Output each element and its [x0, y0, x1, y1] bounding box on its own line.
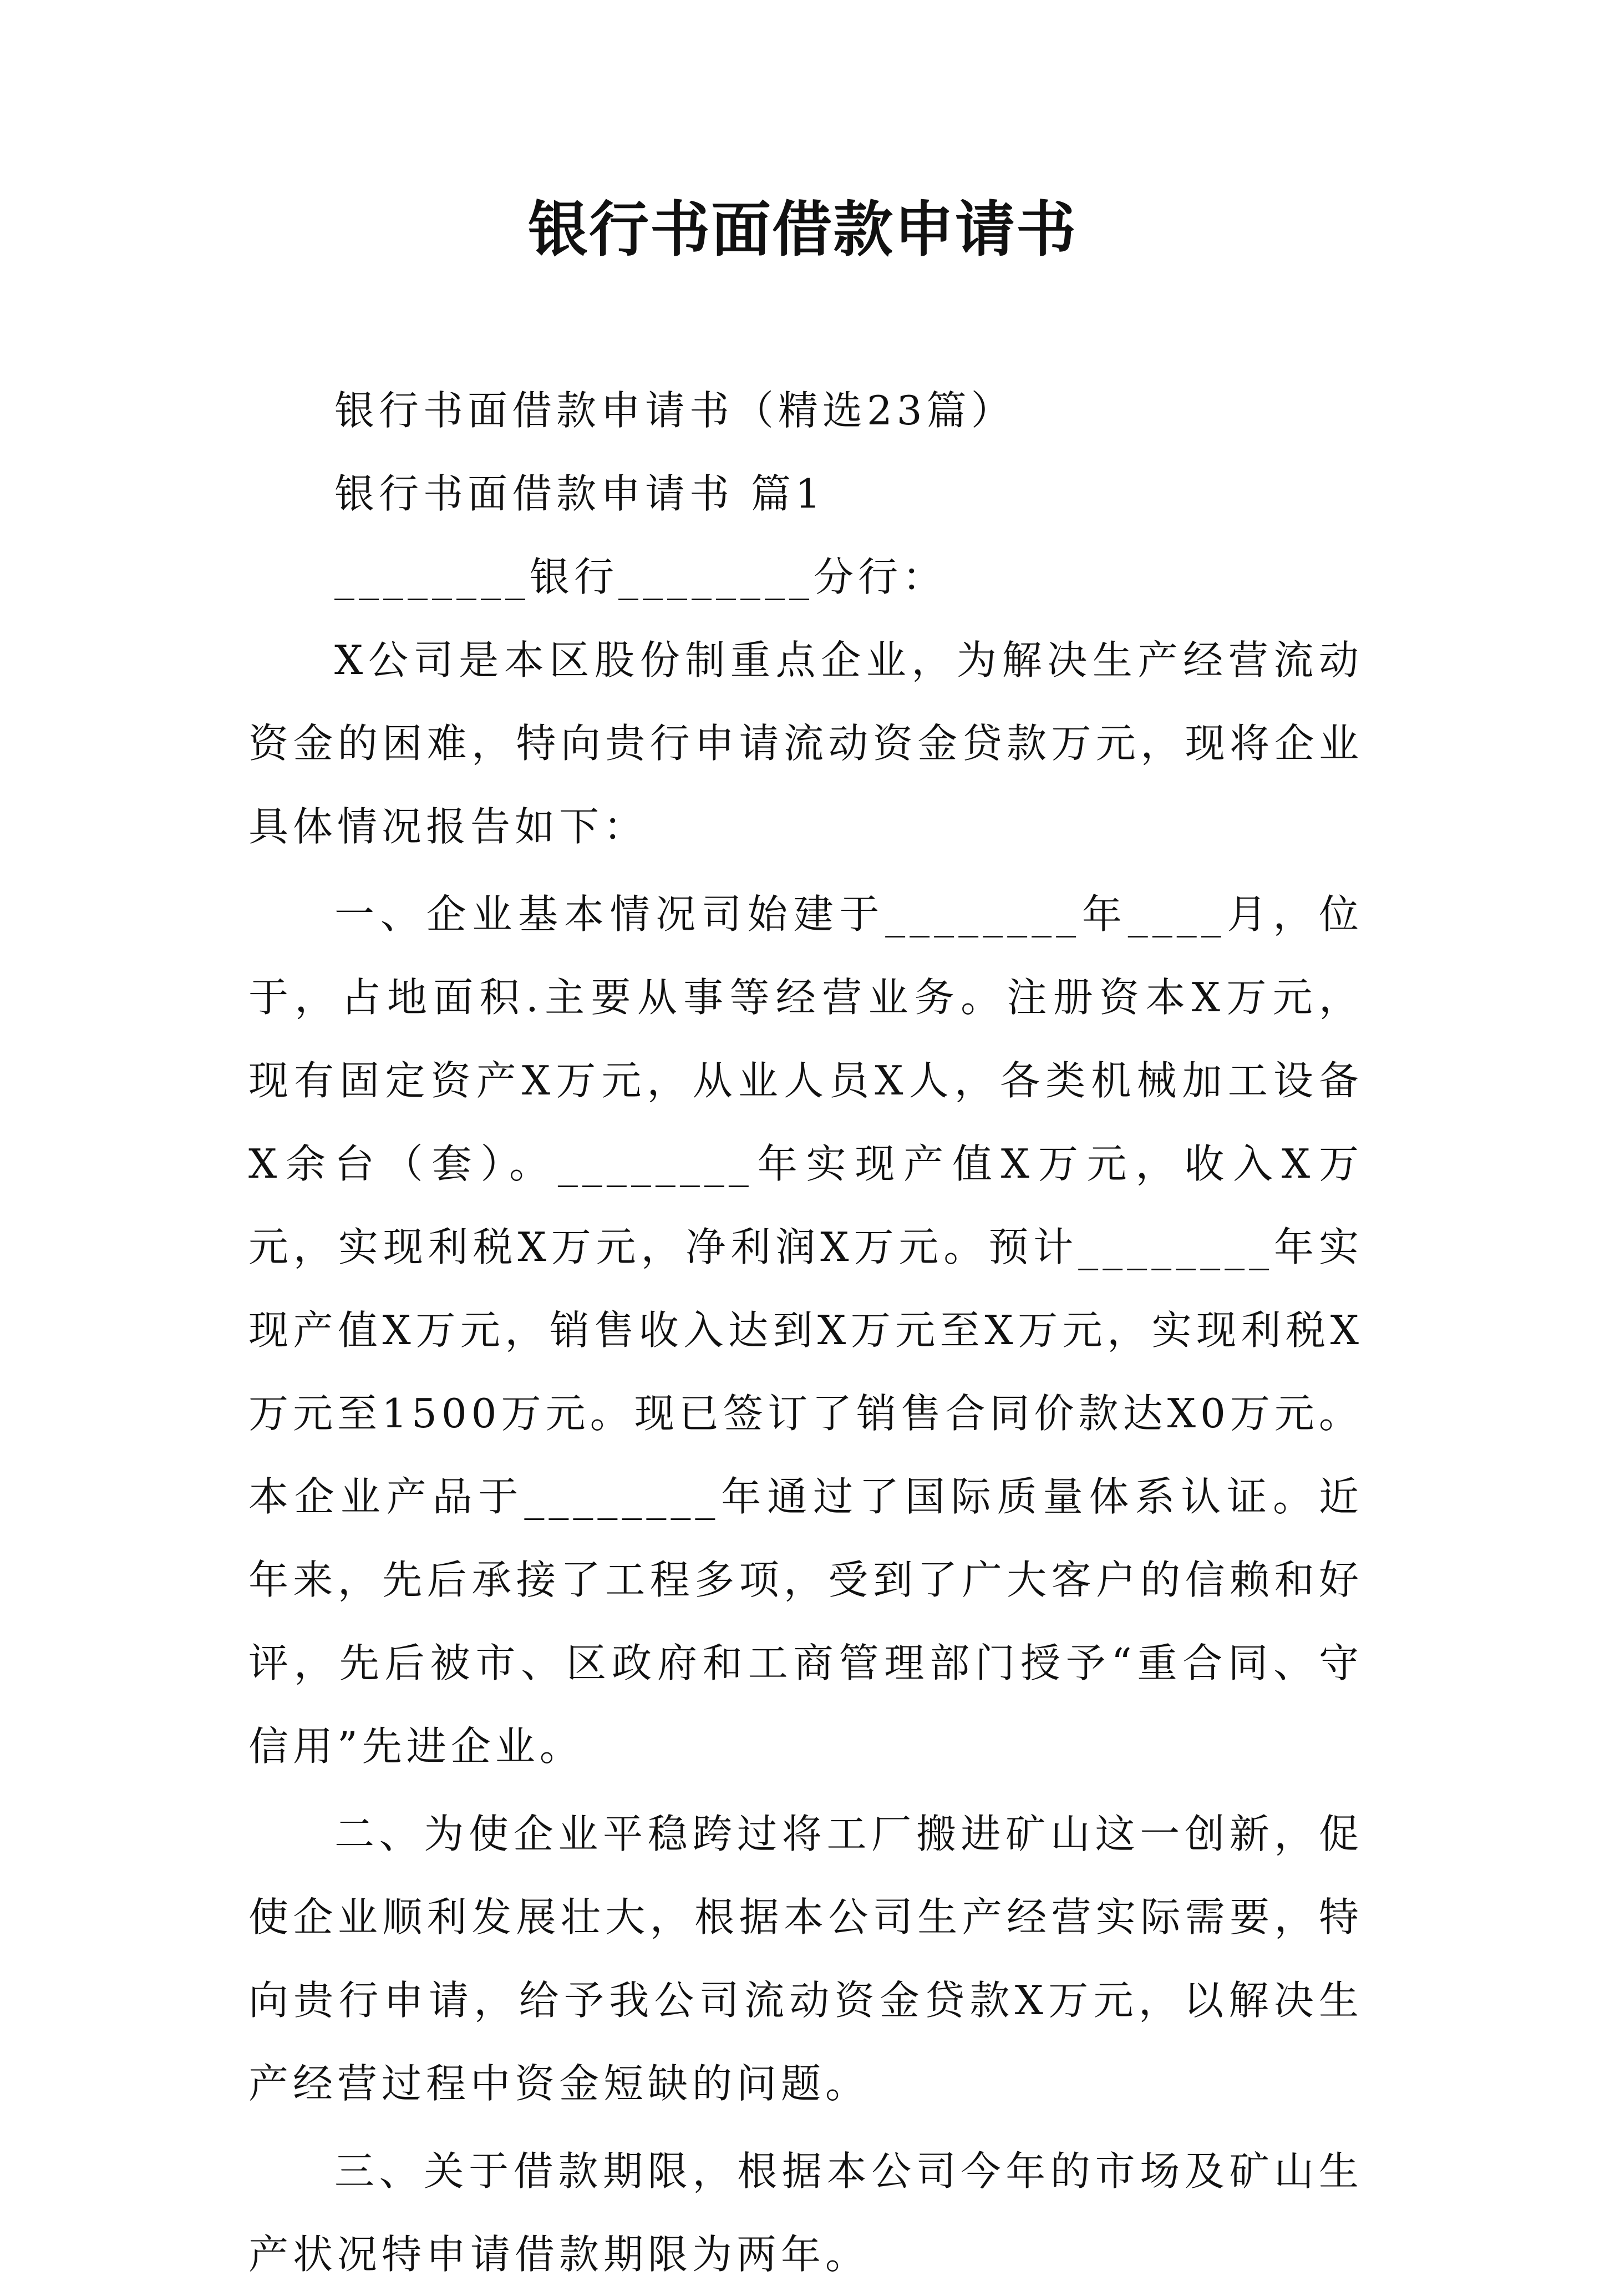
paragraph-company-info: 一、企业基本情况司始建于________年____月，位于，占地面积.主要从事等经营业务。注册资本X万元，现有固定资产X万元，从业人员X人，各类机械加工设备X余台（套）。________年实现产值X万元，收入X万元，实现利税X万元，净利润X万元。预计________年实现产值X万元，销售收入达到X万元至X万元，实现利税X万元至1500万元。现已签订了销售合同价款达X0万元。本企业产品于________年通过了国际质量体系认证。近年来，先后承接了工程多项，受到了广大客户的信赖和好评，先后被市、区政府和工商管理部门授予“重合同、守信用”先进企业。 [248, 891, 1363, 1770]
document-title: 银行书面借款申请书 [527, 195, 1077, 265]
paragraph-loan-term: 三、关于借款期限，根据本公司今年的市场及矿山生产状况特申请借款期限为两年。 [248, 2148, 1363, 2278]
paragraph-loan-request: 二、为使企业平稳跨过将工厂搬进矿山这一创新，促使企业顺利发展壮大，根据本公司生产经营实际需要，特向贵行申请，给予我公司流动资金贷款X万元，以解决生产经营过程中资金短缺的问题。 [248, 1811, 1363, 2107]
salutation: ________银行________分行： [334, 554, 947, 600]
document-body [248, 369, 1363, 2296]
intro-paragraph: X公司是本区股份制重点企业，为解决生产经营流动资金的困难，特向贵行申请流动资金贷款万元，现将企业具体情况报告如下： [248, 637, 1363, 850]
subtitle-paragraph: 银行书面借款申请书（精选23篇） [334, 387, 1015, 434]
section-heading: 银行书面借款申请书 篇1 [334, 470, 825, 517]
